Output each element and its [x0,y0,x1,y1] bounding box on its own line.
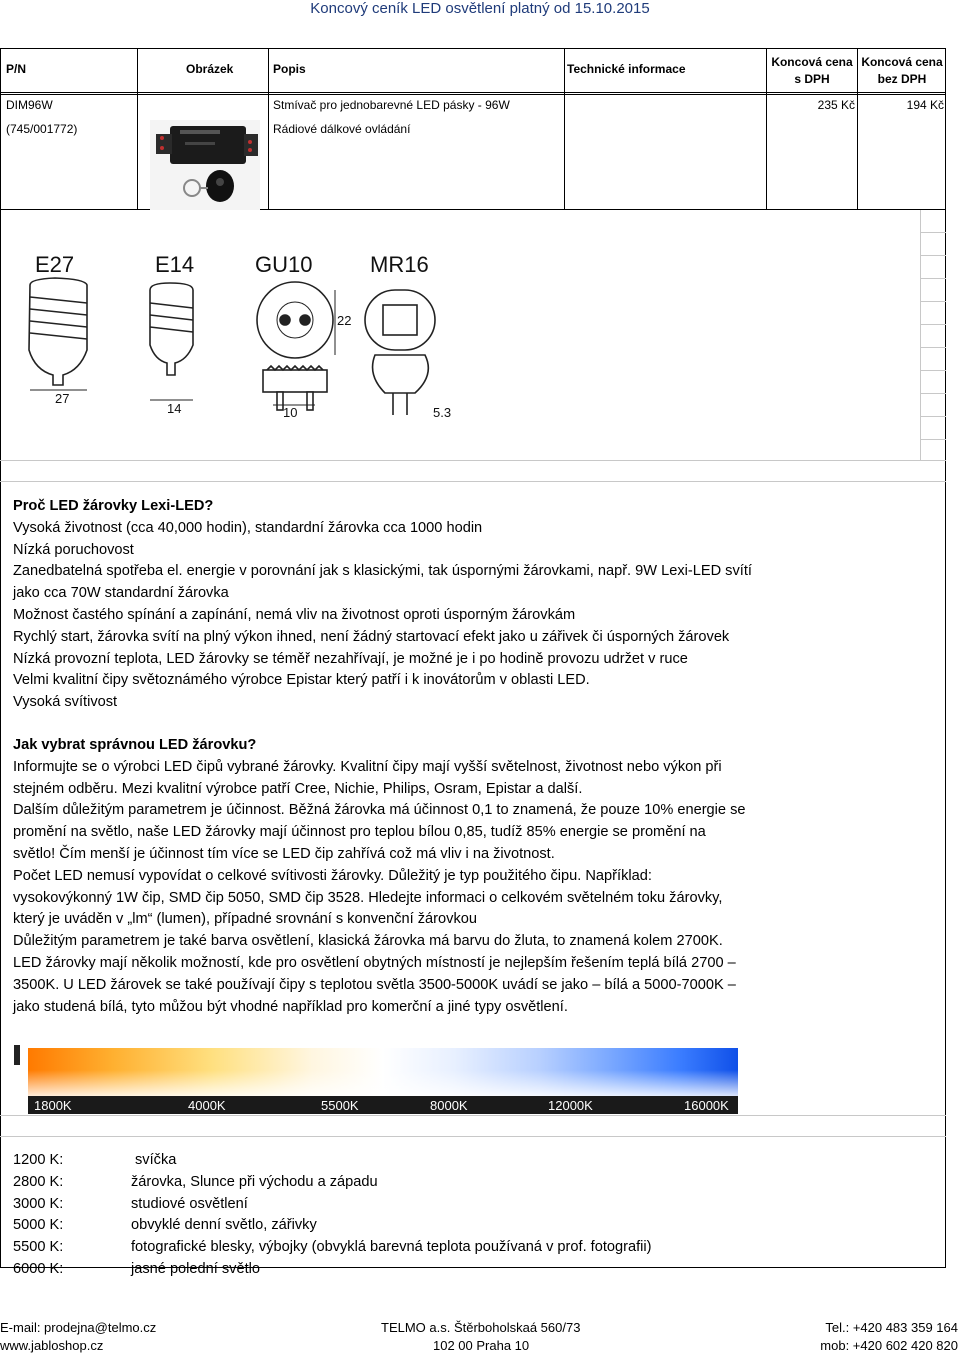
spectrum-label: 12000K [548,1098,593,1113]
how-line: světlo! Čím menší je účinnost tím více se LED čip zahřívá což má vliv i na životnost. [13,845,555,862]
temp-k: 5000 K: [13,1217,64,1234]
header-price-without-vat-line1: Koncová cena [861,55,943,69]
header-pn: P/N [6,62,27,76]
how-heading: Jak vybrat správnou LED žárovku? [13,737,257,753]
how-line: jako studená bílá, tyto můžou být vhodné například pro komerční a jiné typy osvětlení. [13,998,568,1015]
how-line: Počet LED nemusí vypovídat o celkové svítivosti žárovky. Důležitý je typ použitého čipu. Například: [13,867,652,884]
header-price-with-vat [767,54,857,88]
header-image: Obrázek [186,62,234,76]
product-description: Stmívač pro jednobarevné LED pásky - 96W [273,98,510,112]
spectrum-label: 16000K [684,1098,729,1113]
how-line: 3500K. U LED žárovek se také používají čipy s teplotou světla 3500-5000K uvádí se jako – bílá a 5000-7000K – [13,976,736,993]
why-led-section [13,496,752,714]
why-line: Nízká provozní teplota, LED žárovky se téměř nezahřívají, je možné je i po hodině provozu udržet v ruce [13,650,688,667]
dimmer-product-image [150,120,260,210]
spectrum-label: 1800K [34,1098,72,1113]
product-pn-code: (745/001772) [6,122,78,136]
temp-k: 6000 K: [13,1260,64,1277]
why-led-heading: Proč LED žárovky Lexi-LED? [13,498,214,514]
dim-22: 22 [337,313,352,328]
header-price-without-vat-line2: bez DPH [877,72,927,86]
footer-mobile: mob: +420 602 420 820 [820,1338,958,1353]
temp-desc: fotografické blesky, výbojky (obvyklá barevná teplota používaná v prof. fotografii) [131,1239,652,1256]
why-line: Nízká poruchovost [13,541,134,558]
temp-desc: žárovka, Slunce při východu a západu [131,1173,378,1190]
temp-desc: studiové osvětlení [131,1195,248,1212]
temp-desc: svíčka [135,1152,177,1168]
footer-company: TELMO a.s. Štěrboholskaá 560/73 [381,1320,581,1335]
product-price-without-vat: 194 Kč [906,98,944,112]
spectrum-label: 8000K [430,1098,468,1113]
why-line: jako cca 70W standardní žárovka [13,585,229,602]
spectrum-label: 4000K [188,1098,226,1113]
temp-desc: jasné polední světlo [131,1260,260,1277]
temperature-list [0,1150,946,1277]
socket-label-e14: E14 [155,252,195,277]
temp-k: 2800 K: [13,1173,64,1190]
how-to-choose-section [13,735,746,1018]
spectrum-heading-fragment [14,1045,20,1065]
how-line: Dalším důležitým parametrem je účinnost. Běžná žárovka má účinnost 0,1 to znamená, že pouze 10% energie se [13,802,746,819]
socket-label-mr16: MR16 [370,252,429,277]
product-price-with-vat: 235 Kč [817,98,855,112]
product-description-2: Rádiové dálkové ovládání [273,122,411,136]
why-line: Vysoká svítivost [13,694,118,711]
how-line: LED žárovky mají několik možností, kde pro osvětlení obytných místností je nejlepším řešením teplá bílá 2700 – [13,954,736,971]
temp-desc: obvyklé denní světlo, zářivky [131,1217,317,1234]
how-line: Informujte se o výrobci LED čipů vybrané žárovky. Kvalitní čipy mají vyšší světelnost, životnost nebo výkon při [13,758,722,775]
header-price-with-vat-line2: s DPH [794,72,830,86]
socket-label-e27: E27 [35,252,75,277]
temp-k: 1200 K: [13,1152,64,1168]
why-line: Vysoká životnost (cca 40,000 hodin), standardní žárovka cca 1000 hodin [13,519,483,536]
dim-10: 10 [283,405,298,420]
header-technical-info: Technické informace [567,62,686,76]
temp-k: 5500 K: [13,1239,64,1256]
dim-5-3: 5.3 [433,405,452,420]
dim-27: 27 [55,391,70,406]
header-price-without-vat [858,54,946,88]
how-line: stejném odběru. Mezi kvalitní výrobce patří Cree, Nichie, Philips, Osram, Epistar a další. [13,780,583,797]
footer-city: 102 00 Praha 10 [433,1338,530,1353]
how-line: promění na světlo, naše LED žárovky mají účinnost pro teplou bílou 0,85, tudíž 85% energie se promění na [13,824,706,841]
footer-email[interactable]: E-mail: prodejna@telmo.cz [0,1320,157,1335]
product-pn: DIM96W [6,98,53,112]
why-line: Možnost častého spínání a zapínání, nemá vliv na životnost oproti úsporným žárovkám [13,606,576,623]
how-line: vysokovýkonný 1W čip, SMD čip 5050, SMD čip 3528. Hledejte informaci o celkovém světelném toku žárovky, [13,889,723,906]
header-price-with-vat-line1: Koncová cena [771,55,853,69]
socket-types-illustration [15,245,465,430]
footer-web[interactable]: www.jabloshop.cz [0,1338,104,1353]
why-line: Zanedbatelná spotřeba el. energie v porovnání jak s klasickými, tak úspornými žárovkami, např. 9W Lexi-LED svítí [13,563,752,580]
socket-label-gu10: GU10 [255,252,313,277]
how-line: Důležitým parametrem je také barva osvětlení, klasická žárovka má barvu do žluta, to znamená kolem 2700K. [13,933,723,950]
temp-k: 3000 K: [13,1195,64,1212]
header-description: Popis [273,62,306,76]
why-line: Rychlý start, žárovka svítí na plný výkon ihned, není žádný startovací efekt jako u zářivek či úsporných žárovek [13,628,730,645]
color-temperature-spectrum [28,1048,740,1116]
footer-tel: Tel.: +420 483 359 164 [825,1320,958,1335]
why-line: Velmi kvalitní čipy světoznámého výrobce Epistar který patří i k inovátorům v oblasti LED. [13,672,590,689]
document-title: Koncový ceník LED osvětlení platný od 15.10.2015 [310,0,650,17]
dim-14: 14 [167,401,182,416]
how-line: který je uváděn v „lm“ (lumen), případné srovnání s konvenční žárovkou [13,911,477,928]
spectrum-label: 5500K [321,1098,359,1113]
